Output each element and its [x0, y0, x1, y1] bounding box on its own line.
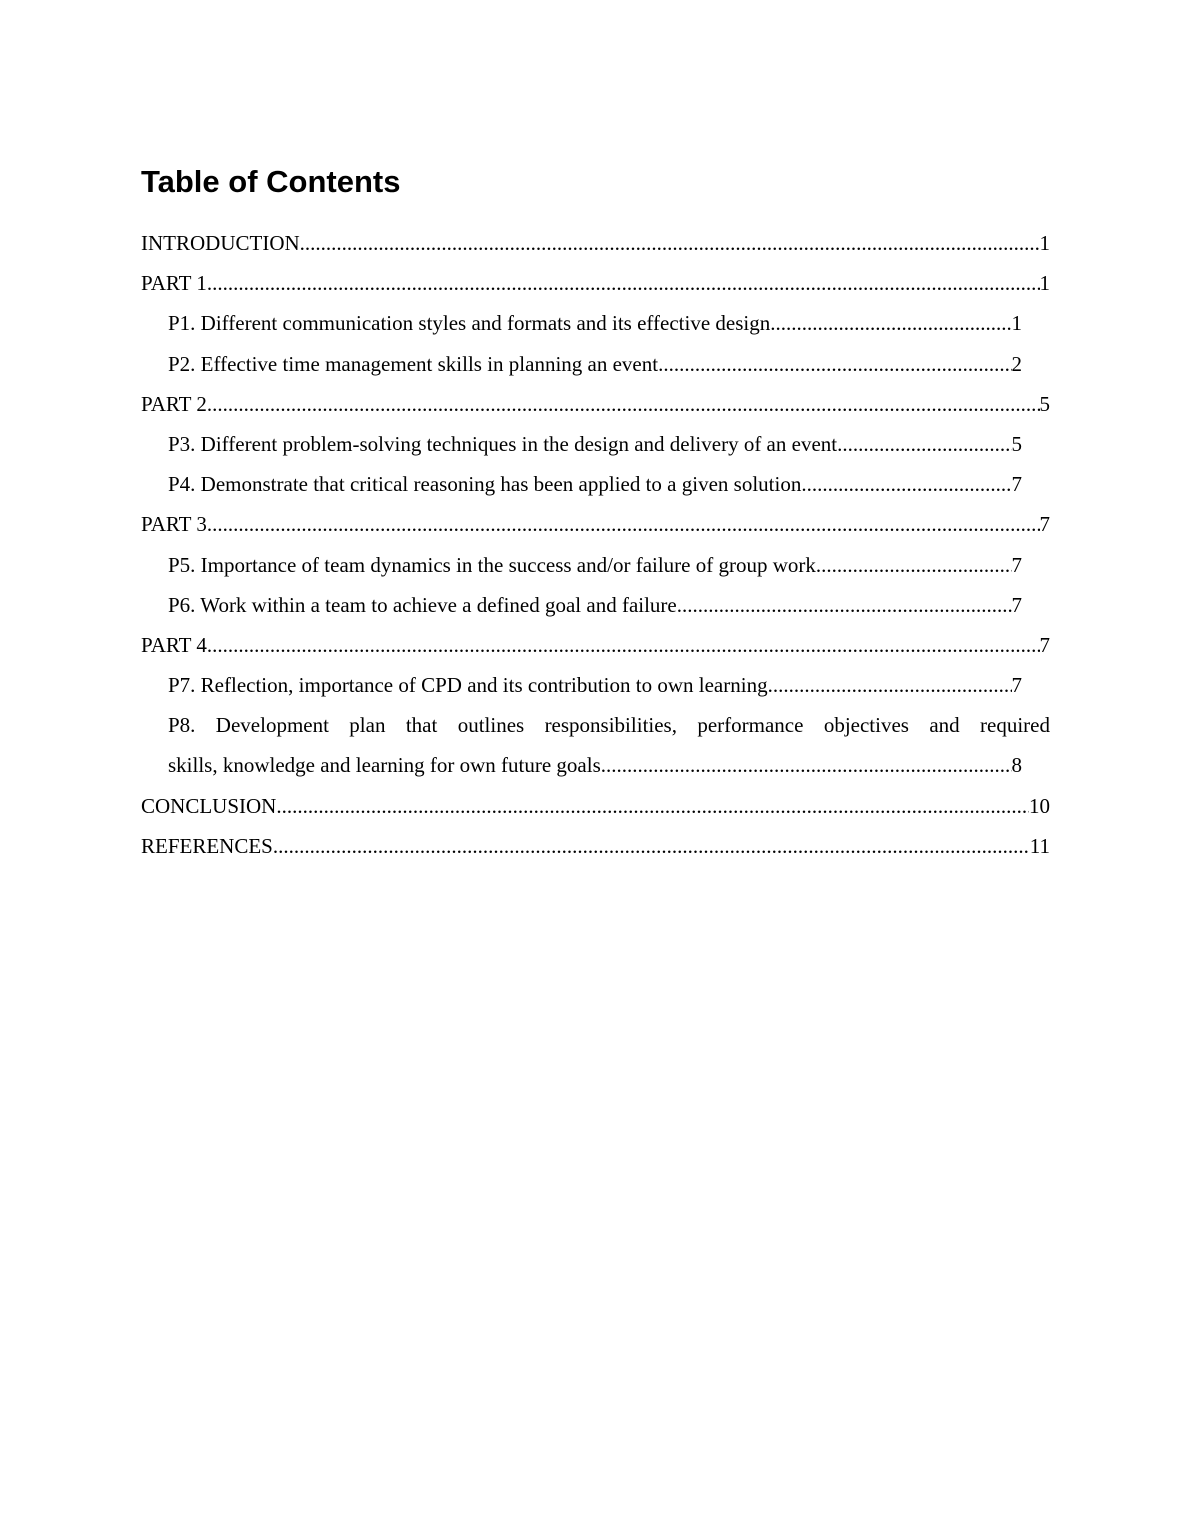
toc-entry-p5[interactable] — [168, 545, 1022, 585]
toc-dot-leader — [801, 464, 1011, 504]
toc-entry-page: 10 — [1029, 793, 1050, 818]
toc-entry-label: CONCLUSION — [141, 793, 277, 818]
toc-entry-p3[interactable] — [168, 424, 1022, 464]
toc-entry-p8[interactable] — [168, 705, 1050, 785]
toc-entry-page: 7 — [1039, 632, 1050, 657]
toc-dot-leader — [770, 303, 1011, 343]
toc-entry-label: P4. Demonstrate that critical reasoning has been applied to a given solution — [168, 472, 802, 497]
toc-entry-p6[interactable] — [168, 585, 1022, 625]
toc-entry-page: 1 — [1011, 311, 1022, 336]
toc-entry-p1[interactable] — [168, 303, 1022, 343]
toc-entry-page: 7 — [1039, 512, 1050, 537]
toc-dot-leader — [300, 223, 1040, 263]
toc-entry-label: P1. Different communication styles and formats and its effective design — [168, 311, 771, 336]
toc-entry-label-line1: P8. Development plan that outlines responsibilities, performance objectives and required — [168, 713, 1050, 738]
toc-dot-leader — [816, 545, 1012, 585]
toc-dot-leader — [677, 585, 1012, 625]
toc-entry-page: 7 — [1011, 472, 1022, 497]
toc-dot-leader — [601, 745, 1012, 785]
toc-entry-label: P6. Work within a team to achieve a defined goal and failure — [168, 592, 677, 617]
toc-dot-leader — [837, 424, 1011, 464]
toc-entry-label: REFERENCES — [141, 833, 273, 858]
toc-entry-p4[interactable] — [168, 464, 1022, 504]
toc-entry-page: 1 — [1039, 231, 1050, 255]
toc-entry-label: PART 4 — [141, 632, 207, 657]
toc-dot-leader — [207, 625, 1040, 665]
toc-entry-label: P3. Different problem-solving techniques in the design and delivery of an event — [168, 431, 838, 456]
toc-entry-label: PART 3 — [141, 512, 207, 537]
toc-entry-page: 5 — [1011, 431, 1022, 456]
toc-entry-p2[interactable] — [168, 344, 1022, 384]
toc-entry-conclusion[interactable] — [141, 786, 1050, 826]
toc-list — [141, 223, 1050, 866]
toc-dot-leader — [273, 826, 1030, 866]
toc-entry-page: 5 — [1039, 391, 1050, 416]
toc-dot-leader — [207, 263, 1040, 303]
toc-dot-leader — [768, 665, 1012, 705]
toc-entry-page: 2 — [1011, 351, 1022, 376]
toc-entry-part-1[interactable] — [141, 263, 1050, 303]
toc-entry-label: PART 1 — [141, 271, 207, 296]
toc-title: Table of Contents — [141, 164, 401, 199]
toc-entry-label: PART 2 — [141, 391, 207, 416]
toc-entry-line2 — [168, 745, 1022, 785]
toc-dot-leader — [658, 344, 1011, 384]
toc-entry-p7[interactable] — [168, 665, 1022, 705]
toc-entry-page: 7 — [1011, 673, 1022, 698]
toc-entry-label: P2. Effective time management skills in planning an event — [168, 351, 659, 376]
toc-entry-references[interactable] — [141, 826, 1050, 866]
toc-entry-page: 11 — [1029, 833, 1050, 858]
toc-entry-part-4[interactable] — [141, 625, 1050, 665]
toc-entry-label: INTRODUCTION — [141, 231, 300, 255]
toc-entry-page: 1 — [1039, 271, 1050, 296]
toc-entry-part-3[interactable] — [141, 504, 1050, 544]
toc-entry-label-line2: skills, knowledge and learning for own future goals — [168, 753, 601, 778]
toc-entry-page: 7 — [1011, 592, 1022, 617]
toc-entry-introduction[interactable] — [141, 223, 1050, 263]
toc-entry-label: P5. Importance of team dynamics in the success and/or failure of group work — [168, 552, 816, 577]
toc-dot-leader — [207, 384, 1040, 424]
toc-dot-leader — [207, 504, 1040, 544]
toc-entry-part-2[interactable] — [141, 384, 1050, 424]
toc-dot-leader — [276, 786, 1029, 826]
toc-entry-page: 7 — [1011, 552, 1022, 577]
toc-entry-page: 8 — [1011, 753, 1022, 778]
toc-entry-label: P7. Reflection, importance of CPD and its contribution to own learning — [168, 673, 768, 698]
